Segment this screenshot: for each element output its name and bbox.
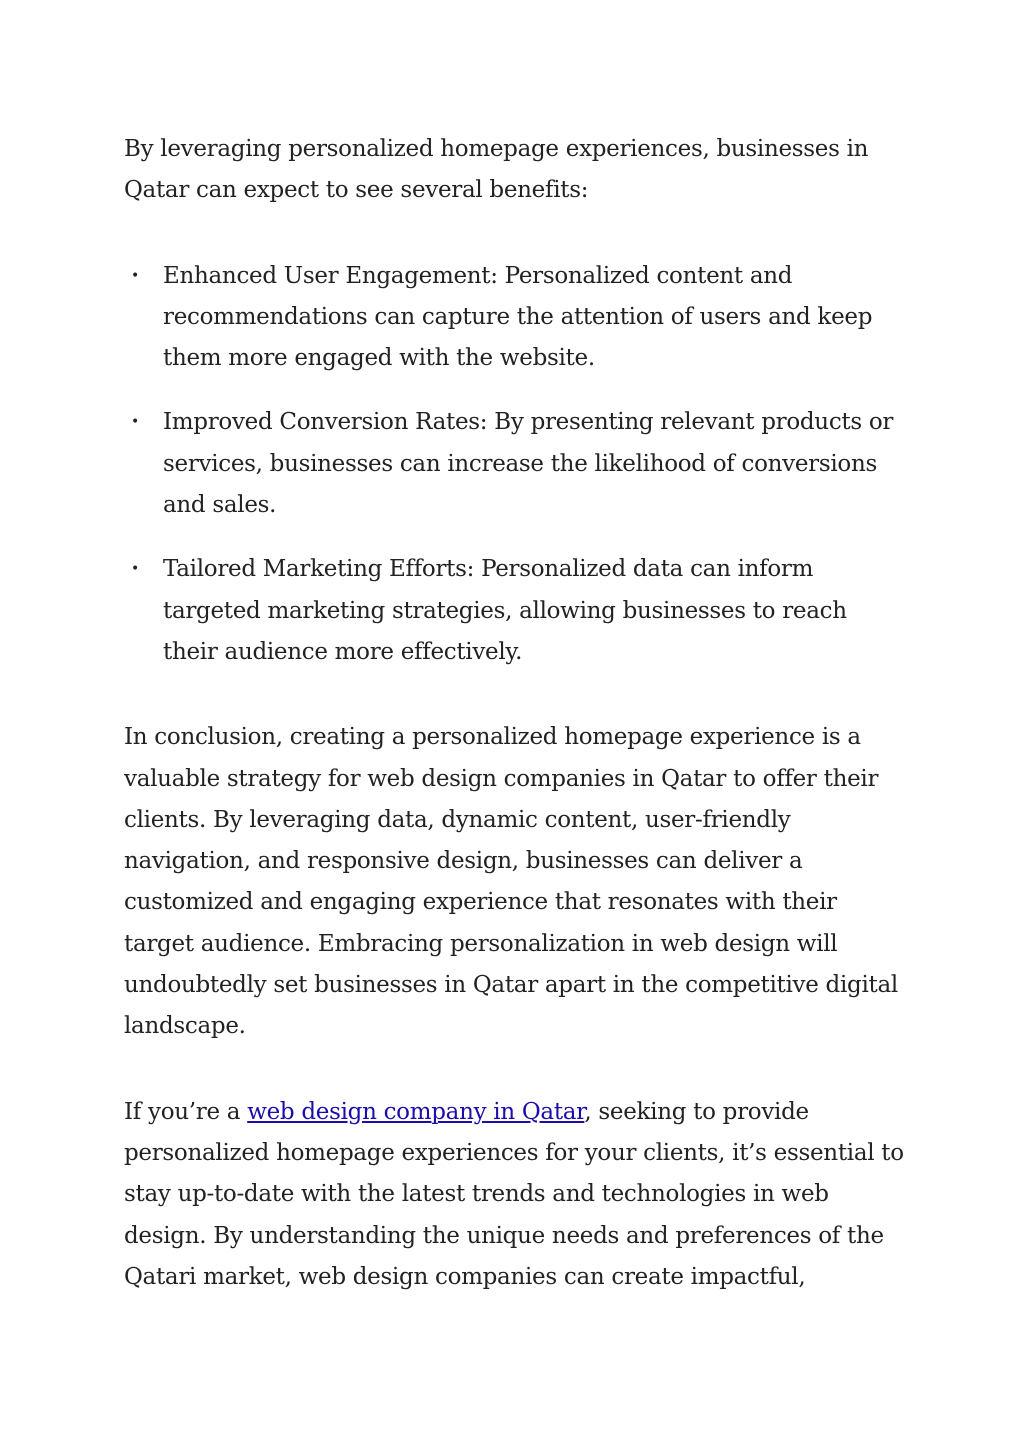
list-item bbox=[124, 549, 904, 673]
cta-text-after: , seeking to provide personalized homepage experiences for your clients, it’s essential to stay up-to-date with the latest trends and technologies in web design. By understanding the unique needs and preferences of the Qatari market, web design companies can create impactful, bbox=[124, 1098, 904, 1290]
cta-paragraph bbox=[124, 1092, 904, 1298]
bullet-icon: • bbox=[131, 414, 139, 431]
conclusion-paragraph: In conclusion, creating a personalized homepage experience is a valuable strategy for web design companies in Qatar to offer their clients. By leveraging data, dynamic content, user-friendly navigation, and responsive design, businesses can deliver a customized and engaging experience that resonates with their target audience. Embracing personalization in web design will undoubtedly set businesses in Qatar apart in the competitive digital landscape. bbox=[124, 724, 898, 1040]
cta-text-before: If you’re a bbox=[124, 1098, 248, 1125]
benefits-list bbox=[124, 256, 904, 674]
benefit-text: Improved Conversion Rates: By presenting relevant products or services, businesses can increase the likelihood of conversions and sales. bbox=[163, 409, 894, 519]
benefit-text: Tailored Marketing Efforts: Personalized data can inform targeted marketing strategies, allowing businesses to reach their audience more effectively. bbox=[163, 556, 847, 665]
list-item bbox=[124, 402, 904, 526]
document-page bbox=[124, 129, 904, 1298]
bullet-icon: • bbox=[131, 267, 139, 284]
benefit-text: Enhanced User Engagement: Personalized content and recommendations can capture the attention of users and keep them more engaged with the website. bbox=[163, 262, 873, 372]
intro-paragraph: By leveraging personalized homepage experiences, businesses in Qatar can expect to see several benefits: bbox=[124, 136, 869, 204]
bullet-icon: • bbox=[131, 561, 139, 578]
web-design-company-link[interactable]: web design company in Qatar bbox=[247, 1098, 585, 1125]
list-item bbox=[124, 256, 904, 380]
